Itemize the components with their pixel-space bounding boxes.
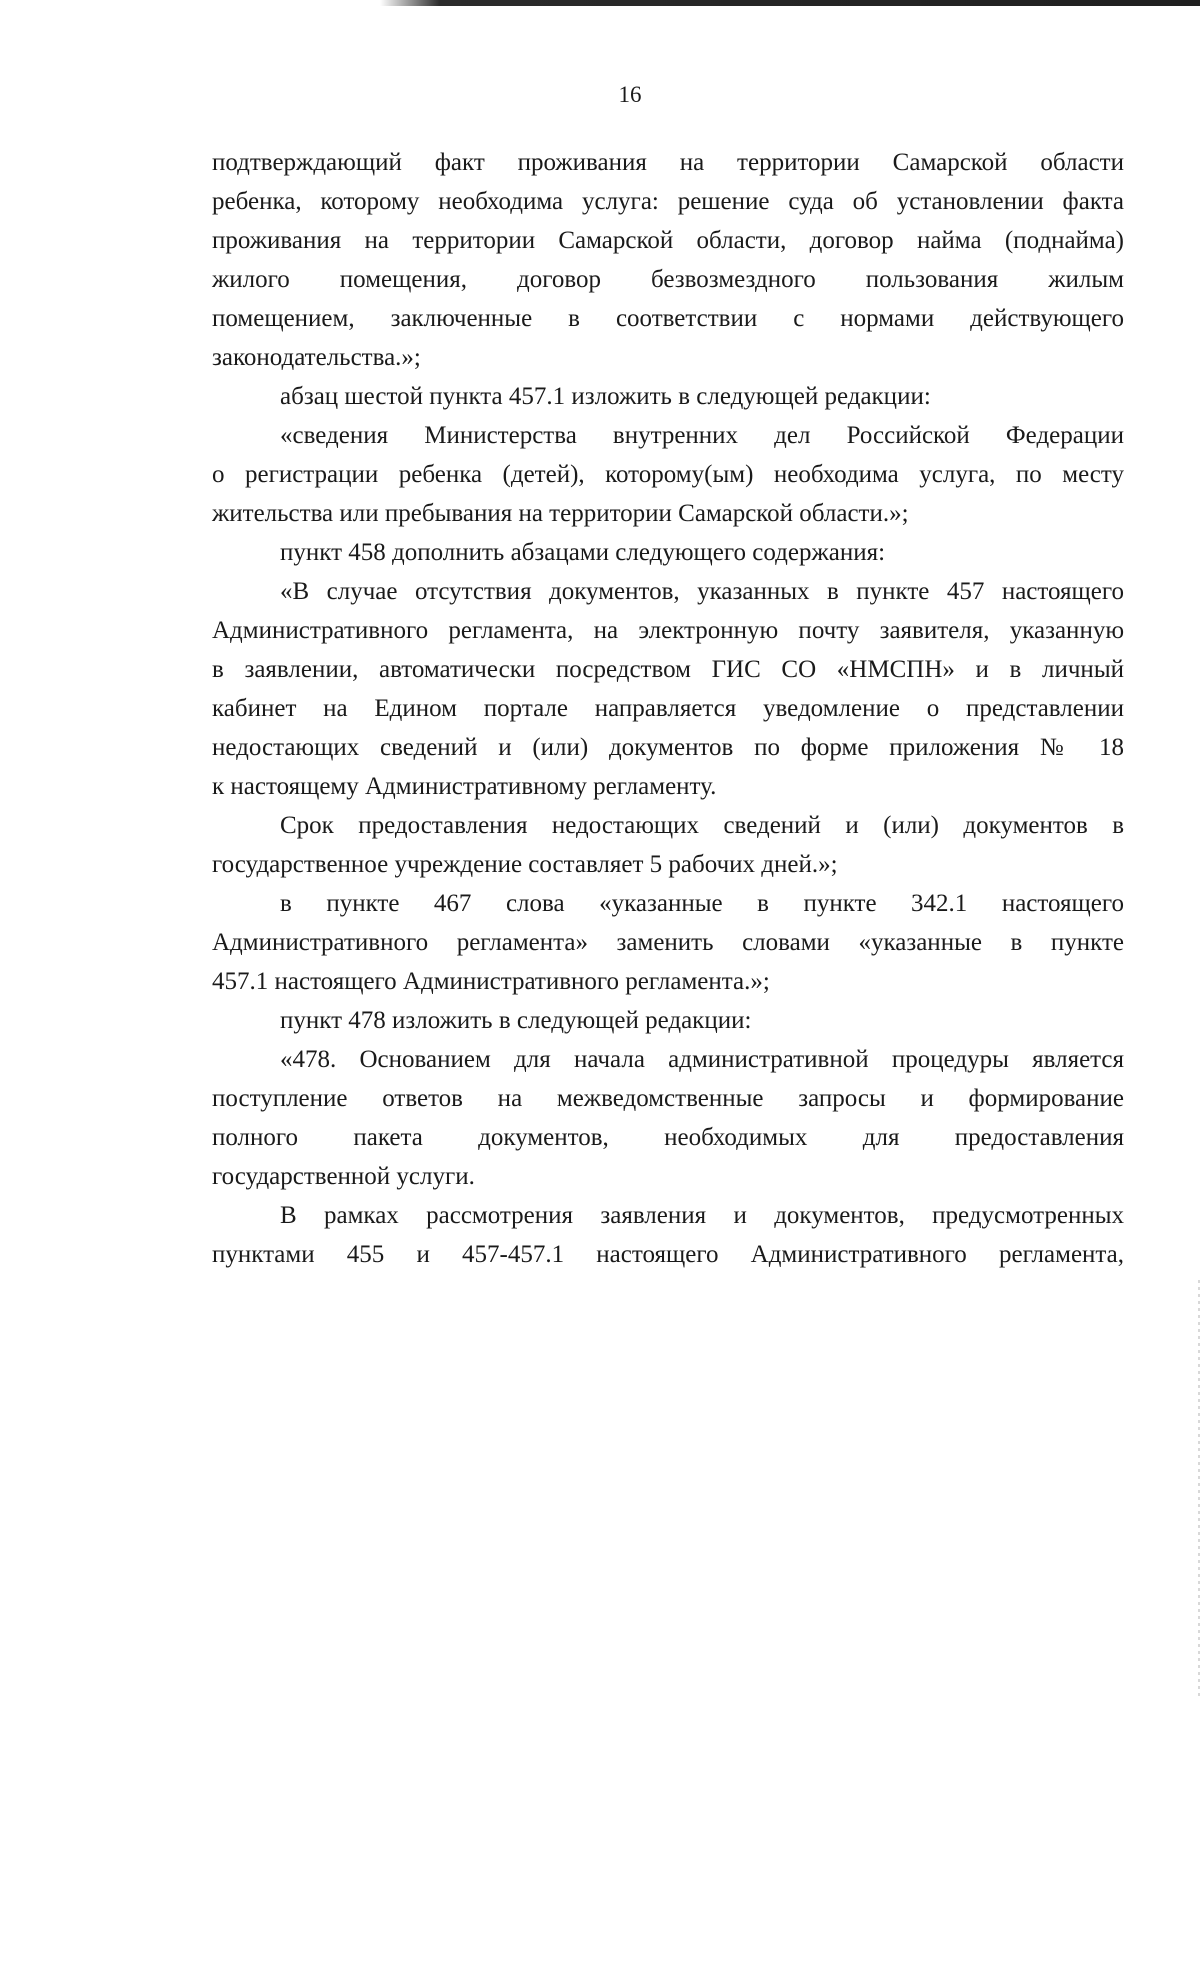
text-line: пунктами 455 и 457-457.1 настоящего Административного регламента, bbox=[212, 1241, 1124, 1268]
text-line: Административного регламента, на электронную почту заявителя, указанную bbox=[212, 617, 1124, 644]
text-line: кабинет на Едином портале направляется уведомление о представлении bbox=[212, 695, 1124, 722]
text-line: о регистрации ребенка (детей), которому(ым) необходима услуга, по месту bbox=[212, 461, 1124, 488]
text-line: государственной услуги. bbox=[212, 1163, 475, 1190]
text-line: поступление ответов на межведомственные запросы и формирование bbox=[212, 1085, 1124, 1112]
text-line: проживания на территории Самарской области, договор найма (поднайма) bbox=[212, 227, 1124, 254]
text-line: «В случае отсутствия документов, указанных в пункте 457 настоящего bbox=[280, 578, 1124, 605]
text-line: законодательства.»; bbox=[212, 344, 421, 371]
text-line: недостающих сведений и (или) документов по форме приложения № 18 bbox=[212, 734, 1124, 761]
text-line: ребенка, которому необходима услуга: решение суда об установлении факта bbox=[212, 188, 1124, 215]
scan-top-border bbox=[380, 0, 1200, 6]
document-body bbox=[212, 143, 1124, 1274]
text-line: Административного регламента» заменить словами «указанные в пункте bbox=[212, 929, 1124, 956]
text-line: в заявлении, автоматически посредством ГИС СО «НМСПН» и в личный bbox=[212, 656, 1124, 683]
text-line: абзац шестой пункта 457.1 изложить в следующей редакции: bbox=[280, 383, 931, 410]
text-line: помещением, заключенные в соответствии с нормами действующего bbox=[212, 305, 1124, 332]
text-line: полного пакета документов, необходимых для предоставления bbox=[212, 1124, 1124, 1151]
text-line: к настоящему Административному регламенту. bbox=[212, 773, 717, 800]
text-line: жительства или пребывания на территории Самарской области.»; bbox=[212, 500, 909, 527]
text-line: в пункте 467 слова «указанные в пункте 342.1 настоящего bbox=[280, 890, 1124, 917]
text-line: жилого помещения, договор безвозмездного пользования жилым bbox=[212, 266, 1124, 293]
text-line: 457.1 настоящего Административного регламента.»; bbox=[212, 968, 770, 995]
text-line: «478. Основанием для начала административной процедуры является bbox=[280, 1046, 1124, 1073]
text-line: В рамках рассмотрения заявления и документов, предусмотренных bbox=[280, 1202, 1124, 1229]
text-line: государственное учреждение составляет 5 рабочих дней.»; bbox=[212, 851, 838, 878]
text-line: пункт 478 изложить в следующей редакции: bbox=[280, 1007, 752, 1034]
text-line: Срок предоставления недостающих сведений и (или) документов в bbox=[280, 812, 1124, 839]
text-line: «сведения Министерства внутренних дел Российской Федерации bbox=[280, 422, 1124, 449]
text-line: подтверждающий факт проживания на территории Самарской области bbox=[212, 149, 1124, 176]
page-number: 16 bbox=[618, 82, 642, 107]
text-line: пункт 458 дополнить абзацами следующего содержания: bbox=[280, 539, 886, 566]
